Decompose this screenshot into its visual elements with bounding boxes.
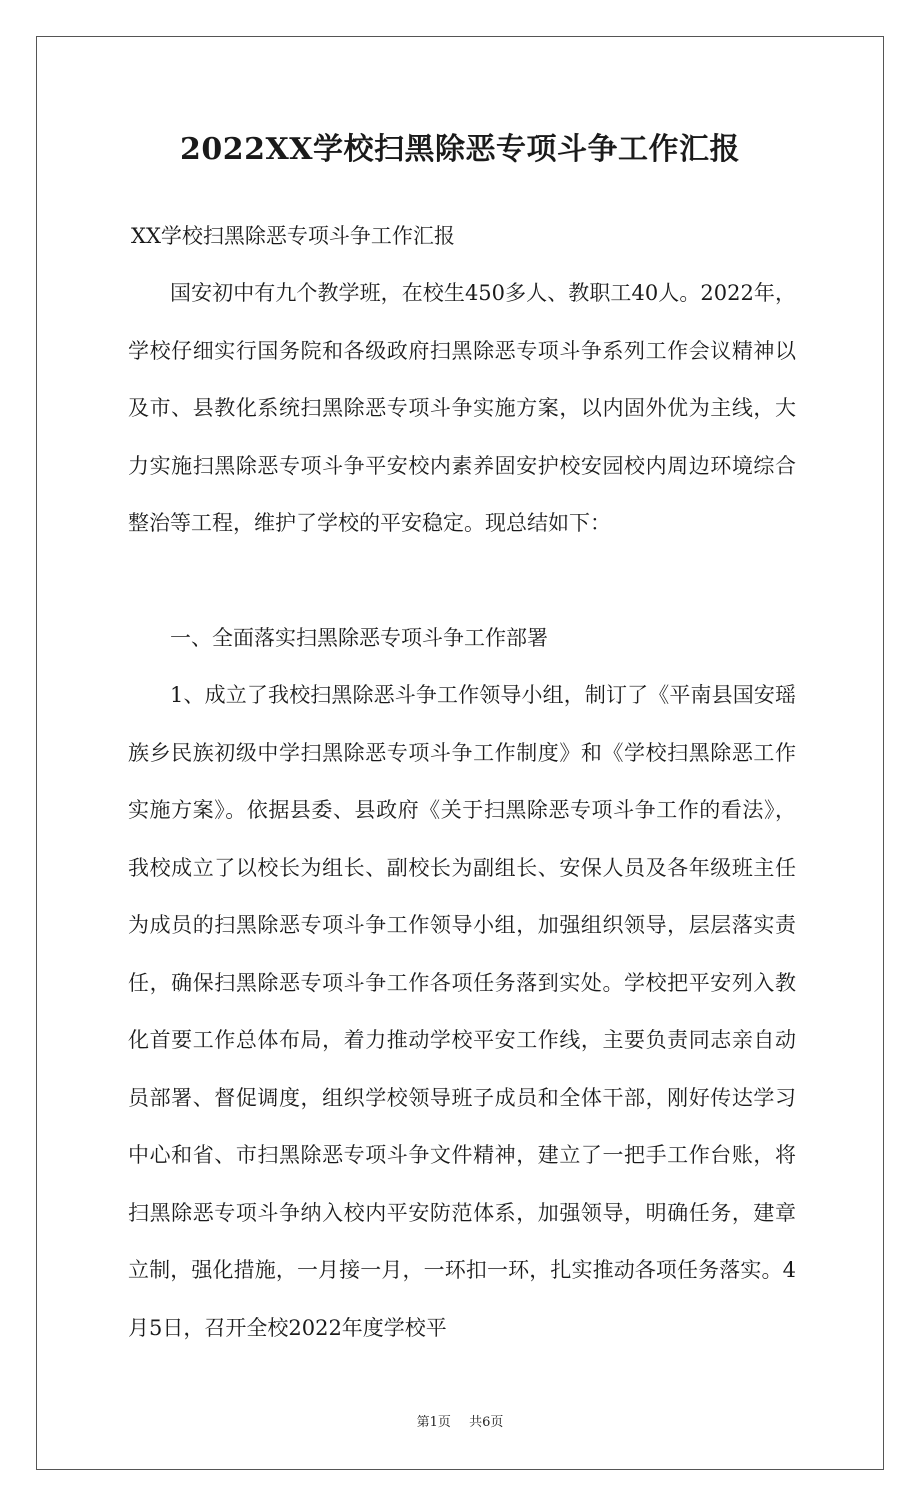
page-number: 第1页 [416, 1415, 451, 1430]
document-title: 2022XX学校扫黑除恶专项斗争工作汇报 [179, 132, 741, 167]
page-footer [0, 1414, 920, 1432]
paragraph-gap [128, 553, 796, 610]
page-total: 共6页 [469, 1415, 504, 1430]
body-paragraph: 1、成立了我校扫黑除恶斗争工作领导小组，制订了《平南县国安瑶族乡民族初级中学扫黑除恶专项斗争工作制度》和《学校扫黑除恶工作实施方案》。依据县委、县政府《关于扫黑除恶专项斗争工作的看法》，我校成立了以校长为组长、副校长为副组长、安保人员及各年级班主任为成员的扫黑除恶专项斗争工作领导小组，加强组织领导，层层落实责任，确保扫黑除恶专项斗争工作各项任务落到实处。学校把平安列入教化首要工作总体布局，着力推动学校平安工作线，主要负责同志亲自动员部署、督促调度，组织学校领导班子成员和全体干部，刚好传达学习中心和省、市扫黑除恶专项斗争文件精神，建立了一把手工作台账，将扫黑除恶专项斗争纳入校内平安防范体系，加强领导，明确任务，建章立制，强化措施，一月接一月，一环扣一环，扎实推动各项任务落实。4月5日，召开全校2022年度学校平 [128, 683, 796, 1340]
document-body [128, 207, 796, 1357]
section-heading: 一、全面落实扫黑除恶专项斗争工作部署 [170, 625, 548, 650]
intro-paragraph: 国安初中有九个教学班，在校生450多人、教职工40人。2022年，学校仔细实行国务院和各级政府扫黑除恶专项斗争系列工作会议精神以及市、县教化系统扫黑除恶专项斗争实施方案，以内固外优为主线，大力实施扫黑除恶专项斗争平安校内素养固安护校安园校内周边环境综合整治等工程，维护了学校的平安稳定。现总结如下： [128, 281, 796, 535]
document-subtitle: XX学校扫黑除恶专项斗争工作汇报 [131, 224, 455, 248]
